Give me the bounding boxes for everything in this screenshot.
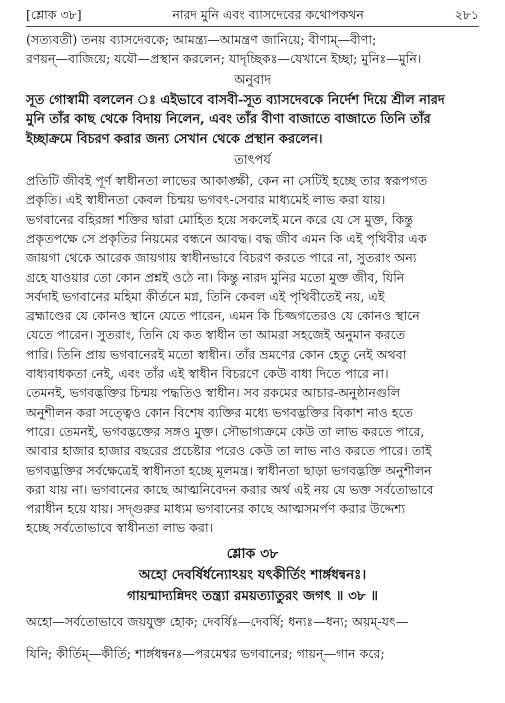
translation-title: অনুবাদ	[234, 72, 271, 88]
page-number: ২৮১	[454, 7, 479, 22]
synonym-line: যিনি; কীর্তিম্—কীর্তি; শার্ঙ্গধন্বনঃ—পরমেশ্বর ভগবানের; গায়ন্—গান করে;	[26, 646, 385, 662]
synonym-line: রণয়ন্—বাজিয়ে; যযৌ—প্রস্থান করলেন; যাদৃচ্ছিকঃ—যেখানে ইচ্ছা; মুনিঃ—মুনি।	[26, 51, 422, 67]
purport-line: জায়গা থেকে আরেক জায়গায় স্বাধীনভাবে বিচরণ করতে পারে না, সুতরাং অন্য	[26, 250, 417, 266]
purport-line: যেতে পারেন। সুতরাং, তিনি যে কত স্বাধীন তা আমরা সহজেই অনুমান করতে	[26, 327, 406, 343]
translation-line: মুনি তাঁর কাছ থেকে বিদায় নিলেন, এবং তাঁর বীণা বাজাতে বাজাতে তিনি তাঁর	[26, 112, 431, 128]
synonym-line: অহো—সর্বতোভাবে জয়যুক্ত হোক; দেবর্ষিঃ—দেবর্ষি; ধন্যঃ—ধন্য; অয়ম্-যৎ—	[26, 613, 409, 629]
page-header	[26, 4, 479, 27]
synonyms-top	[26, 30, 479, 69]
purport-line: পরাধীন হয়ে যায়। সদ্গুরুর মাধ্যম ভগবানের কাছে আত্মসমর্পণ করার উদ্দেশ্য	[26, 501, 406, 517]
purport-line: ব্রহ্মাণ্ডের যে কোনও স্থানে যেতে পারেন, এমন কি চিজ্জগতেরও যে কোনও স্থানে	[26, 308, 420, 324]
header-chapter-title: নারদ মুনি এবং ব্যাসদেবের কথোপকথন	[172, 7, 364, 22]
purport-line: প্রকৃতপক্ষে সে প্রকৃতির নিয়মের বন্ধনে আবদ্ধ। বদ্ধ জীব এমন কি এই পৃথিবীর এক	[26, 230, 427, 246]
purport-line: সর্বদাই ভগবানের মহিমা কীর্তনে মগ্ন, তিনি কেবল এই পৃথিবীতেই নয়, এই	[26, 288, 385, 304]
purport-line: প্রকৃতি। এই স্বাধীনতা কেবল চিন্ময় ভগবৎ-সেবার মাধ্যমেই লাভ করা যায়।	[26, 192, 386, 208]
purport-line: আবার হাজার হাজার বছরের প্রচেষ্টার পরেও কেউ তা লাভ নাও করতে পারে। তাই	[26, 443, 432, 459]
purport-section	[26, 151, 479, 538]
purport-line: তেমনই, ভগবদ্ভক্তির চিন্ময় পদ্ধতিও স্বাধীন। সব রকমের আচার-অনুষ্ঠানগুলি	[26, 385, 401, 401]
verse-section	[26, 543, 479, 607]
translation-line: সূত গোস্বামী বললেন ঃ এইভাবে বাসবী-সূত ব্যাসদেবকে নির্দেশ দিয়ে শ্রীল নারদ	[26, 92, 445, 108]
verse-line: গায়ন্মাদ্যন্নিদং তন্ত্র্যা রময়ত্যাতুরং জগৎ ॥ ৩৮ ॥	[126, 587, 378, 604]
purport-line: বাধ্যবাধকতা নেই, এবং তাঁর এই স্বাধীন বিচরণে কেউ বাধা দিতে পারে না।	[26, 366, 389, 382]
synonym-line: (সত্যবতী) তনয় ব্যাসদেবকে; আমন্ত্র্য—আমন্ত্রণ জানিয়ে; বীণাম্—বীণা;	[26, 32, 377, 47]
verse-line: অহো দেবর্ষির্ধন্যোঽয়ং যৎকীর্তিং শার্ঙ্গধন্বনঃ।	[138, 566, 367, 583]
purport-line: প্রতিটি জীবই পূর্ণ স্বাধীনতা লাভের আকাঙ্ক্ষী, কেন না সেটিই হচ্ছে তার স্বরূপগত	[26, 173, 428, 189]
header-verse-ref: [শ্লোক ৩৮]	[26, 7, 82, 22]
purport-line: হচ্ছে সর্বতোভাবে স্বাধীনতা লাভ করা।	[26, 520, 214, 536]
purport-line: গ্রহে যাওয়ার তো কোন প্রশ্নই ওঠে না। কিন্তু নারদ মুনির মতো মুক্ত জীব, যিনি	[26, 269, 405, 285]
purport-title: তাৎপর্য	[234, 153, 271, 169]
purport-line: ভগবানের বহিরঙ্গা শক্তির দ্বারা মোহিত হয়ে সকলেই মনে করে যে সে মুক্ত, কিন্তু	[26, 211, 414, 227]
purport-line: পারে। তেমনই, ভগবদ্ভক্তের সঙ্গও মুক্ত। সৌভাগ্যক্রমে কেউ তা লাভ করতে পারে,	[26, 423, 425, 439]
purport-line: অনুশীলন করা সত্ত্বেও কোন বিশেষ ব্যক্তির মধ্যে ভগবদ্ভক্তির বিকাশ নাও হতে	[26, 404, 413, 420]
translation-section	[26, 71, 479, 150]
verse-label: শ্লোক ৩৮	[226, 545, 279, 562]
purport-line: ভগবদ্ভক্তির সর্বক্ষেত্রেই স্বাধীনতা হচ্ছে মূলমন্ত্র। স্বাধীনতা ছাড়া ভগবদ্ভক্তি অনুশীলন	[26, 462, 432, 478]
purport-line: পারি। তিনি প্রায় ভগবানেরই মতো স্বাধীন। তাঁর ভ্রমণের কোন হেতু নেই অথবা	[26, 346, 407, 362]
synonyms-bottom	[26, 612, 479, 665]
translation-line: ইচ্ছাক্রমে বিচরণ করার জন্য সেখান থেকে প্রস্থান করলেন।	[26, 131, 323, 147]
purport-line: করা যায় না। ভগবানের কাছে আত্মনিবেদন করার অর্থ এই নয় যে ভক্ত সর্বতোভাবে	[26, 481, 434, 497]
